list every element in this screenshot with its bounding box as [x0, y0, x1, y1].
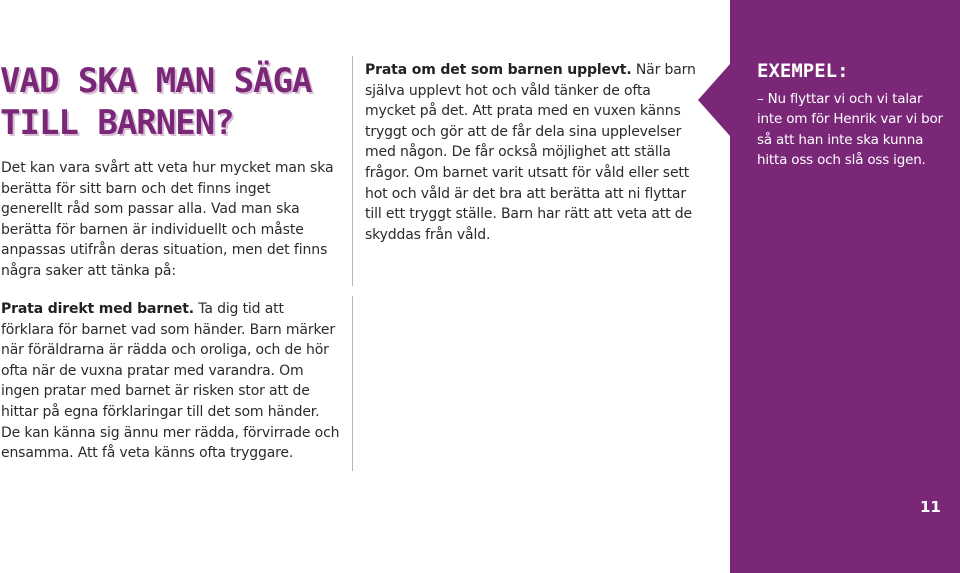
heading-line-2: TILL BARNEN? — [0, 103, 234, 143]
example-quote-line: – Nu flyttar vi och vi talar — [757, 91, 923, 107]
example-quote-line: hitta oss och slå oss igen. — [757, 152, 926, 169]
example-quote — [757, 89, 959, 171]
section-direct-body: Ta dig tid att förklara för barnet vad som händer. Barn märker när föräldrarna är rädda och oroliga, och de hör ofta när de vuxna pratar med varandra. Om ingen pratar med barnet är risken stor att de hittar på egna förklaringar till det som händer. De kan känna sig ännu mer rädda, förvirrade och ensamma. Att få veta känns ofta tryggare. — [1, 301, 340, 462]
example-sidebar — [730, 0, 960, 573]
section-experience-body: När barn själva upplevt hot och våld tänker de ofta mycket på det. Att prata med en vuxen känns tryggt och gör att de får dela sina upplevelser med någon. De får också möjlighet att ställa frågor. Om barnet varit utsatt för våld eller sett hot och våld är det bra att berätta att ni flyttar till ett tryggt ställe. Barn har rätt att veta att de skyddas från våld. — [365, 62, 696, 243]
page-number: 11 — [920, 498, 941, 516]
example-pointer-arrow — [698, 64, 730, 136]
section-experience-paragraph — [365, 60, 705, 245]
column-divider-bottom — [352, 296, 353, 471]
example-quote-line: så att han inte ska kunna — [757, 131, 924, 148]
section-direct-paragraph — [1, 299, 341, 464]
column-divider-top — [352, 56, 353, 286]
intro-paragraph: Det kan vara svårt att veta hur mycket man ska berätta för sitt barn och det finns inget generellt råd som passar alla. Vad man ska berätta för barnen är individuellt och måste anpassas utifrån deras situation, men det finns några saker att tänka på: — [1, 160, 334, 279]
heading-line-1: VAD SKA MAN SÄGA — [0, 61, 312, 101]
page-heading — [0, 60, 340, 144]
example-quote-line: inte om för Henrik var vi bor — [757, 111, 943, 128]
example-title: EXEMPEL: — [757, 60, 849, 82]
section-direct-lead: Prata direkt med barnet. — [1, 301, 194, 317]
section-experience-lead: Prata om det som barnen upplevt. — [365, 62, 632, 78]
